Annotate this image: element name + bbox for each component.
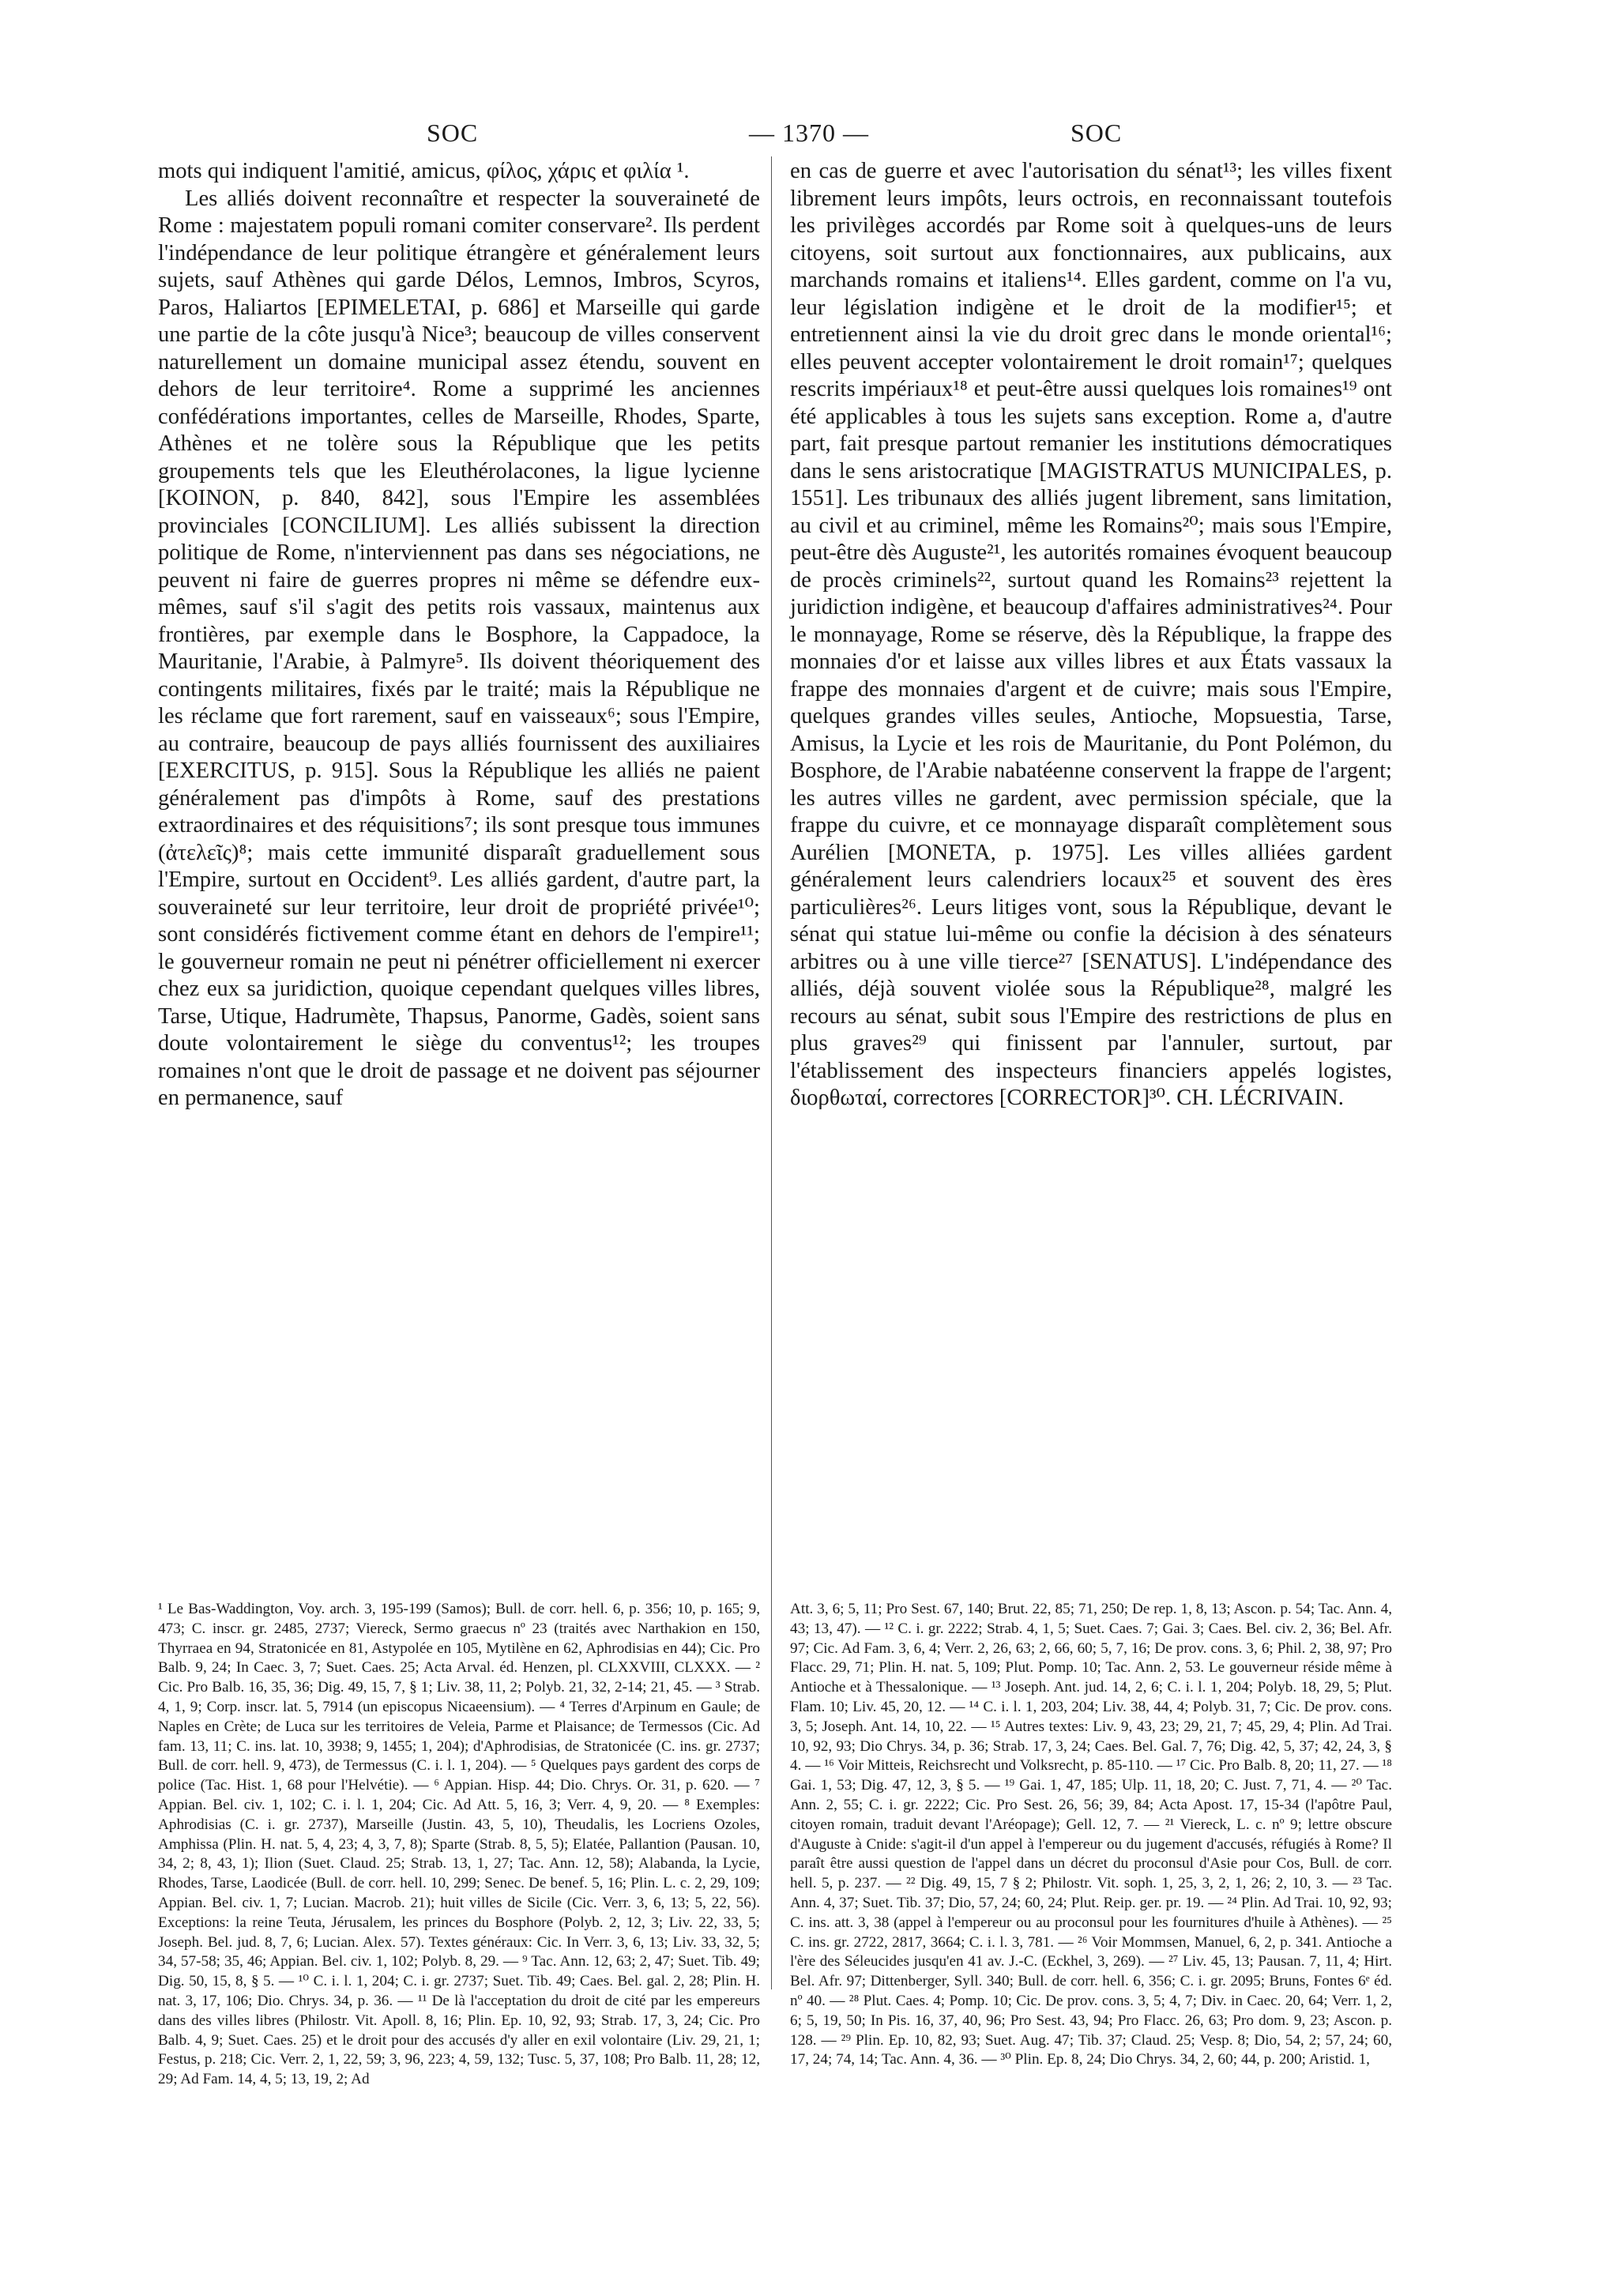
footnotes-left xyxy=(158,1600,760,2090)
body-column-left xyxy=(158,158,760,1112)
footnote-block: Att. 3, 6; 5, 11; Pro Sest. 67, 140; Brut. 22, 85; 71, 250; De rep. 1, 8, 13; Ascon. p. 54; Tac. Ann. 4, 43; 13, 47). — ¹² C. i. gr. 2222; Strab. 4, 1, 5; Suet. Caes. 7; Gai. 3; Caes. Bel. civ. 2, 36; Bel. Afr. 97; Cic. Ad Fam. 3, 6, 4; Verr. 2, 26, 63; 2, 66, 60; 5, 7, 16; De prov. cons. 3, 6; Phil. 2, 38, 97; Pro Flacc. 29, 71; Plin. H. nat. 5, 109; Plut. Pomp. 10; Tac. Ann. 2, 53. Le gouverneur réside même à Antioche et à Thessalonique. — ¹³ Joseph. Ant. jud. 14, 2, 6; C. i. l. 1, 204; Polyb. 18, 29, 5; Plut. Flam. 10; Liv. 45, 20, 12. — ¹⁴ C. i. l. 1, 203, 204; Liv. 38, 44, 4; Polyb. 31, 7; Cic. De prov. cons. 3, 5; Joseph. Ant. 14, 10, 22. — ¹⁵ Autres textes: Liv. 9, 43, 23; 29, 21, 7; 45, 29, 4; Plin. Ad Trai. 10, 92, 93; Dio Chrys. 34, p. 36; Strab. 17, 3, 24; Caes. Bel. Gal. 7, 76; Dig. 42, 5, 37; 42, 24, 3, § 4. — ¹⁶ Voir Mitteis, Reichsrecht und Volksrecht, p. 85-110. — ¹⁷ Cic. Pro Balb. 8, 20; 11, 27. — ¹⁸ Gai. 1, 53; Dig. 47, 12, 3, § 5. — ¹⁹ Gai. 1, 47, 185; Ulp. 11, 18, 20; C. Just. 7, 71, 4. — ²⁰ Tac. Ann. 2, 55; C. i. gr. 2222; Cic. Pro Sest. 26, 56; 39, 84; Acta Apost. 17, 15-34 (l'apôtre Paul, citoyen romain, traduit devant l'Aréopage); Gell. 12, 7. — ²¹ Viereck, L. c. nº 9; lettre obscure d'Auguste à Cnide: s'agit-il d'un appel à l'empereur ou du jugement d'accusés, réfugiés à Rome? Il paraît être aussi question de l'appel dans un décret du proconsul d'Asie pour Cos, Bull. de corr. hell. 5, p. 237. — ²² Dig. 49, 15, 7 § 2; Philostr. Vit. soph. 1, 25, 3, 2, 1, 26; 2, 10, 3. — ²³ Tac. Ann. 4, 37; Suet. Tib. 37; Dio, 57, 24; 60, 24; Plut. Reip. ger. pr. 19. — ²⁴ Plin. Ad Trai. 10, 92, 93; C. ins. att. 3, 38 (appel à l'empereur ou au proconsul pour les fournitures d'huile à Athènes). — ²⁵ C. ins. gr. 2722, 2817, 3664; C. i. l. 3, 781. — ²⁶ Voir Mommsen, Manuel, 6, 2, p. 341. Antioche a l'ère des Séleucides jusqu'en 41 av. J.-C. (Eckhel, 3, 269). — ²⁷ Liv. 45, 13; Pausan. 7, 11, 4; Hirt. Bel. Afr. 97; Dittenberger, Syll. 340; Bull. de corr. hell. 6, 356; C. i. gr. 2095; Bruns, Fontes 6ᵉ éd. nº 40. — ²⁸ Plut. Caes. 4; Pomp. 10; Cic. De prov. cons. 3, 5; 4, 7; Div. in Caec. 20, 64; Verr. 1, 2, 6; 5, 19, 50; In Pis. 16, 37, 40, 96; Pro Sest. 43, 94; Pro Flacc. 26, 63; Pro dom. 9, 23; Ascon. p. 128. — ²⁹ Plin. Ep. 10, 82, 93; Suet. Aug. 47; Tib. 37; Claud. 25; Vesp. 8; Dio, 54, 2; 57, 24; 60, 17, 24; 74, 14; Tac. Ann. 4, 36. — ³⁰ Plin. Ep. 8, 24; Dio Chrys. 34, 2, 60; 44, p. 200; Aristid. 1, xyxy=(790,1601,1392,2068)
body-column-right xyxy=(790,158,1392,1112)
page-number: — 1370 — xyxy=(749,119,869,147)
footnotes-right xyxy=(790,1600,1392,2070)
running-head-left: SOC xyxy=(427,119,479,147)
body-paragraph: en cas de guerre et avec l'autorisation du sénat¹³; les villes fixent librement leurs impôts, leurs octrois, en reconnaissant toutefois les privilèges accordés par Rome soit à quelques-uns de leurs citoyens, soit surtout aux fonctionnaires, aux publicains, aux marchands romains et italiens¹⁴. Elles gardent, comme on l'a vu, leur législation indigène et le droit de la modifier¹⁵; et entretiennent ainsi la vie du droit grec dans le monde oriental¹⁶; elles peuvent accepter volontairement le droit romain¹⁷; quelques rescrits impériaux¹⁸ et peut-être aussi quelques lois romaines¹⁹ ont été applicables à tous les sujets sans exception. Rome a, d'autre part, fait presque partout remanier les institutions démocratiques dans le sens aristocratique [MAGISTRATUS MUNICIPALES, p. 1551]. Les tribunaux des alliés jugent librement, sans limitation, au civil et au criminel, même les Romains²⁰; mais sous l'Empire, peut-être dès Auguste²¹, les autorités romaines évoquent beaucoup de procès criminels²², surtout quand les Romains²³ rejettent la juridiction indigène, et beaucoup d'affaires administratives²⁴. Pour le monnayage, Rome se réserve, dès la République, la frappe des monnaies d'or et laisse aux villes libres et aux États vassaux la frappe des monnaies d'argent et de cuivre; mais sous l'Empire, quelques grandes villes seules, Antioche, Mopsuestia, Tarse, Amisus, la Lycie et les rois de Mauritanie, du Pont Polémon, du Bosphore, de l'Arabie nabatéenne conservent la frappe de l'argent; les autres villes ne gardent, avec permission spéciale, que la frappe du cuivre, et ce monnayage disparaît complètement sous Aurélien [MONETA, p. 1975]. Les villes alliées gardent généralement leurs calendriers locaux²⁵ et souvent des ères particulières²⁶. Leurs litiges vont, sous la République, devant le sénat qui statue lui-même ou confie la décision à des sénateurs arbitres ou à une ville tierce²⁷ [SENATUS]. L'indépendance des alliés, déjà souvent violée sous la République²⁸, malgré les recours au sénat, subit sous l'Empire des restrictions de plus en plus graves²⁹ qui finissent par l'annuler, surtout, par l'établissement des inspecteurs financiers appelés logistes, διορθωταί, correctores [CORRECTOR]³⁰. CH. LÉCRIVAIN. xyxy=(790,159,1392,1110)
column-rule xyxy=(771,156,772,1989)
running-head-right: SOC xyxy=(1071,119,1123,147)
body-paragraph: Les alliés doivent reconnaître et respecter la souveraineté de Rome : majestatem populi romani comiter conservare². Ils perdent l'indépendance de leur politique étrangère et généralement leurs sujets, sauf Athènes qui garde Délos, Lemnos, Imbros, Scyros, Paros, Haliartos [EPIMELETAI, p. 686] et Marseille qui garde une partie de la côte jusqu'à Nice³; beaucoup de villes conservent naturellement un domaine municipal assez étendu, souvent en dehors de leur territoire⁴. Rome a supprimé les anciennes confédérations importantes, celles de Marseille, Rhodes, Sparte, Athènes et ne tolère sous la République que les petits groupements tels que les Eleuthérolacones, la ligue lycienne [KOINON, p. 840, 842], sous l'Empire les assemblées provinciales [CONCILIUM]. Les alliés subissent la direction politique de Rome, n'interviennent pas dans ses négociations, ne peuvent ni faire de guerres propres ni même se défendre eux-mêmes, sauf s'il s'agit des petits rois vassaux, maintenus aux frontières, par exemple dans le Bosphore, la Cappadoce, la Mauritanie, l'Arabie, à Palmyre⁵. Ils doivent théoriquement des contingents militaires, fixés par le traité; mais la République ne les réclame que fort rarement, sauf en vaisseaux⁶; sous l'Empire, au contraire, beaucoup de pays alliés fournissent des auxiliaires [EXERCITUS, p. 915]. Sous la République les alliés ne paient généralement pas d'impôts à Rome, sauf des prestations extraordinaires et des réquisitions⁷; ils sont presque tous immunes (ἀτελεῖς)⁸; mais cette immunité disparaît graduellement sous l'Empire, surtout en Occident⁹. Les alliés gardent, d'autre part, la souveraineté sur leur territoire, leur droit de propriété privée¹⁰; sont considérés fictivement comme étant en dehors de l'empire¹¹; le gouverneur romain ne peut ni pénétrer officiellement ni exercer chez eux sa juridiction, quoique cependant quelques villes libres, Tarse, Utique, Hadrumète, Thapsus, Panorme, Gadès, soient sans doute volontairement le siège du conventus¹²; les troupes romaines n'ont que le droit de passage et ne doivent pas séjourner en permanence, sauf xyxy=(158,186,760,1110)
footnote-block: ¹ Le Bas-Waddington, Voy. arch. 3, 195-199 (Samos); Bull. de corr. hell. 6, p. 356; 10, p. 165; 9, 473; C. inscr. gr. 2485, 2737; Viereck, Sermo graecus nº 23 (traités avec Narthakion en 150, Thyrraea en 94, Stratonicée en 81, Astypolée en 105, Mytilène en 62, Aphrodisias en 44); Cic. Pro Balb. 9, 24; In Caec. 3, 7; Suet. Caes. 25; Acta Arval. éd. Henzen, pl. CLXXVIII, CLXXX. — ² Cic. Pro Balb. 16, 35, 36; Dig. 49, 15, 7, § 1; Liv. 38, 11, 2; Polyb. 21, 32, 2-14; 21, 45. — ³ Strab. 4, 1, 9; Corp. inscr. lat. 5, 7914 (un episcopus Nicaeensium). — ⁴ Terres d'Arpinum en Gaule; de Naples en Crète; de Luca sur les territoires de Veleia, Parme et Plaisance; de Termessos (Cic. Ad fam. 13, 11; C. ins. lat. 10, 3938; 9, 1455; 1, 204); d'Aphrodisias, de Stratonicée (C. ins. gr. 2737; Bull. de corr. hell. 9, 473), de Termessus (C. i. l. 1, 204). — ⁵ Quelques pays gardent des corps de police (Tac. Hist. 1, 68 pour l'Helvétie). — ⁶ Appian. Hisp. 44; Dio. Chrys. Or. 31, p. 620. — ⁷ Appian. Bel. civ. 1, 102; C. i. l. 1, 204; Cic. Ad Att. 5, 16, 3; Verr. 4, 9, 20. — ⁸ Exemples: Aphrodisias (C. i. gr. 2737), Marseille (Justin. 43, 5, 10), Theudalis, les Locriens Ozoles, Amphissa (Plin. H. nat. 5, 4, 23; 4, 3, 7, 8); Sparte (Strab. 8, 5, 5); Elatée, Pallantion (Pausan. 10, 34, 2; 8, 43, 1); Ilion (Suet. Claud. 25; Strab. 13, 1, 27; Tac. Ann. 12, 58); Alabanda, la Lycie, Rhodes, Tarse, Laodicée (Bull. de corr. hell. 10, 299; Senec. De benef. 5, 16; Plin. L. c. 2, 29, 109; Appian. Bel. civ. 1, 7; Lucian. Macrob. 21); huit villes de Sicile (Cic. Verr. 3, 6, 13; 5, 22, 56). Exceptions: la reine Teuta, Jérusalem, les princes du Bosphore (Polyb. 2, 12, 3; Liv. 22, 33, 5; Joseph. Bel. jud. 8, 7, 6; Lucian. Alex. 57). Textes généraux: Cic. In Verr. 3, 6, 13; Liv. 33, 32, 5; 34, 57-58; 35, 46; Appian. Bel. civ. 1, 102; Polyb. 8, 29. — ⁹ Tac. Ann. 12, 63; 2, 47; Suet. Tib. 49; Dig. 50, 15, 8, § 5. — ¹⁰ C. i. l. 1, 204; C. i. gr. 2737; Suet. Tib. 49; Caes. Bel. gal. 2, 28; Plin. H. nat. 3, 17, 106; Dio. Chrys. 34, p. 36. — ¹¹ De là l'acceptation du droit de cité par les empereurs dans des villes libres (Philostr. Vit. Apoll. 8, 16; Plin. Ep. 10, 92, 93; Strab. 17, 3, 24; Cic. Pro Balb. 4, 9; Suet. Caes. 25) et le droit pour des accusés d'y aller en exil volontaire (Liv. 29, 21, 1; Festus, p. 218; Cic. Verr. 2, 1, 22, 59; 3, 96, 223; 4, 59, 132; Tusc. 5, 37, 108; Pro Balb. 11, 28; 12, 29; Ad Fam. 14, 4, 5; 13, 19, 2; Ad xyxy=(158,1601,760,2088)
body-paragraph: mots qui indiquent l'amitié, amicus, φίλος, χάρις et φιλία ¹. xyxy=(158,159,690,183)
